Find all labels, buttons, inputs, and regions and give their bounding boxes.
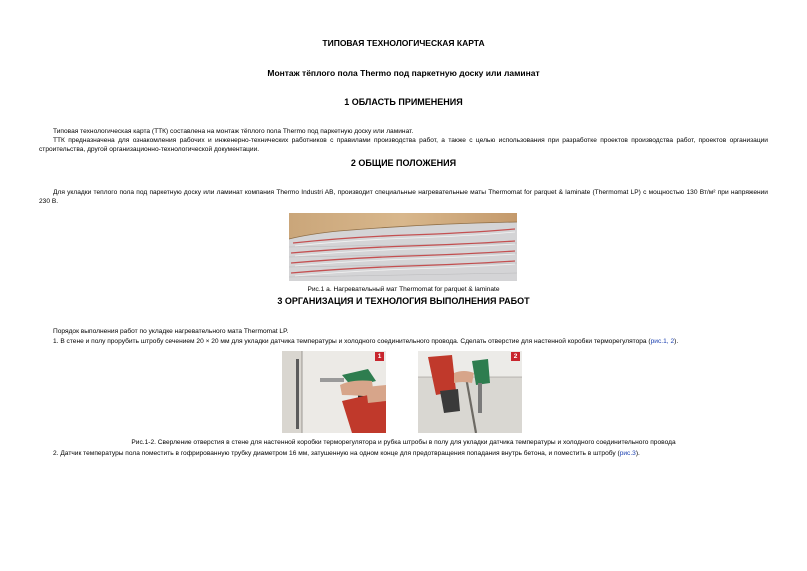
section-1-heading: 1 ОБЛАСТЬ ПРИМЕНЕНИЯ (344, 97, 463, 107)
photo-1-number-badge: 1 (375, 352, 384, 361)
document-title: ТИПОВАЯ ТЕХНОЛОГИЧЕСКАЯ КАРТА (322, 38, 485, 48)
section-3-intro: Порядок выполнения работ по укладке нагревательного мата Thermomat LP. (53, 328, 289, 335)
photo-2-number-badge: 2 (511, 352, 520, 361)
section-3-heading: 3 ОРГАНИЗАЦИЯ И ТЕХНОЛОГИЯ ВЫПОЛНЕНИЯ РАБОТ (277, 296, 530, 306)
step-1-text: 1. В стене и полу прорубить штробу сечением 20 × 20 мм для укладки датчика температуры и холодного соединительного провода. Сделать отверстие для настенной коробки терморегулятора ( (53, 338, 651, 345)
section-3-step-2 (53, 449, 640, 458)
drilling-wall-photo (282, 351, 386, 433)
document-subtitle: Монтаж тёплого пола Thermo под паркетную доску или ламинат (267, 68, 540, 78)
figure-1a-caption: Рис.1 а. Нагревательный мат Thermomat for parquet & laminate (307, 286, 500, 293)
step-1-figure-link[interactable]: рис.1, 2 (650, 338, 675, 345)
section-2-heading: 2 ОБЩИЕ ПОЛОЖЕНИЯ (350, 158, 457, 168)
step-2-text: 2. Датчик температуры пола поместить в гофрированную трубку диаметром 16 мм, затушенную на одном конце для предотвращения попадания внутрь бетона, и поместить в штробу ( (53, 450, 620, 457)
section-1-paragraph-2: ТТК предназначена для ознакомления рабочих и инженерно-технических работников с правилами производства работ, а также с целью использования при разработке проектов производства работ, проектов организации строительства, другой организационно-технологической документации. (39, 137, 768, 153)
section-1-paragraph-1: Типовая технологическая карта (ТТК) составлена на монтаж тёплого пола Thermo под паркетную доску или ламинат. (53, 128, 414, 135)
section-3-step-1 (53, 337, 678, 346)
figure-1-2-caption: Рис.1-2. Сверление отверстия в стене для настенной коробки терморегулятора и рубка штробы в полу для укладки датчика температуры и холодного соединительного провода (131, 439, 676, 446)
step-2-figure-link[interactable]: рис.3 (619, 450, 636, 457)
chiselling-floor-illustration (418, 351, 522, 433)
step-2-text-end: ). (635, 450, 640, 457)
section-2-paragraph-1: Для укладки теплого пола под паркетную доску или ламинат компания Thermo Industri AB, производит специальные нагревательные маты Thermomat for parquet & laminate (Thermomat LP) с мощностью 130 Вт/м² при напряжении 230 В. (39, 189, 768, 205)
chiselling-floor-photo (418, 351, 522, 433)
step-1-text-end: ). (674, 338, 679, 345)
heating-mat-illustration (289, 213, 517, 281)
drilling-wall-illustration (282, 351, 386, 433)
heating-mat-photo (289, 213, 517, 281)
